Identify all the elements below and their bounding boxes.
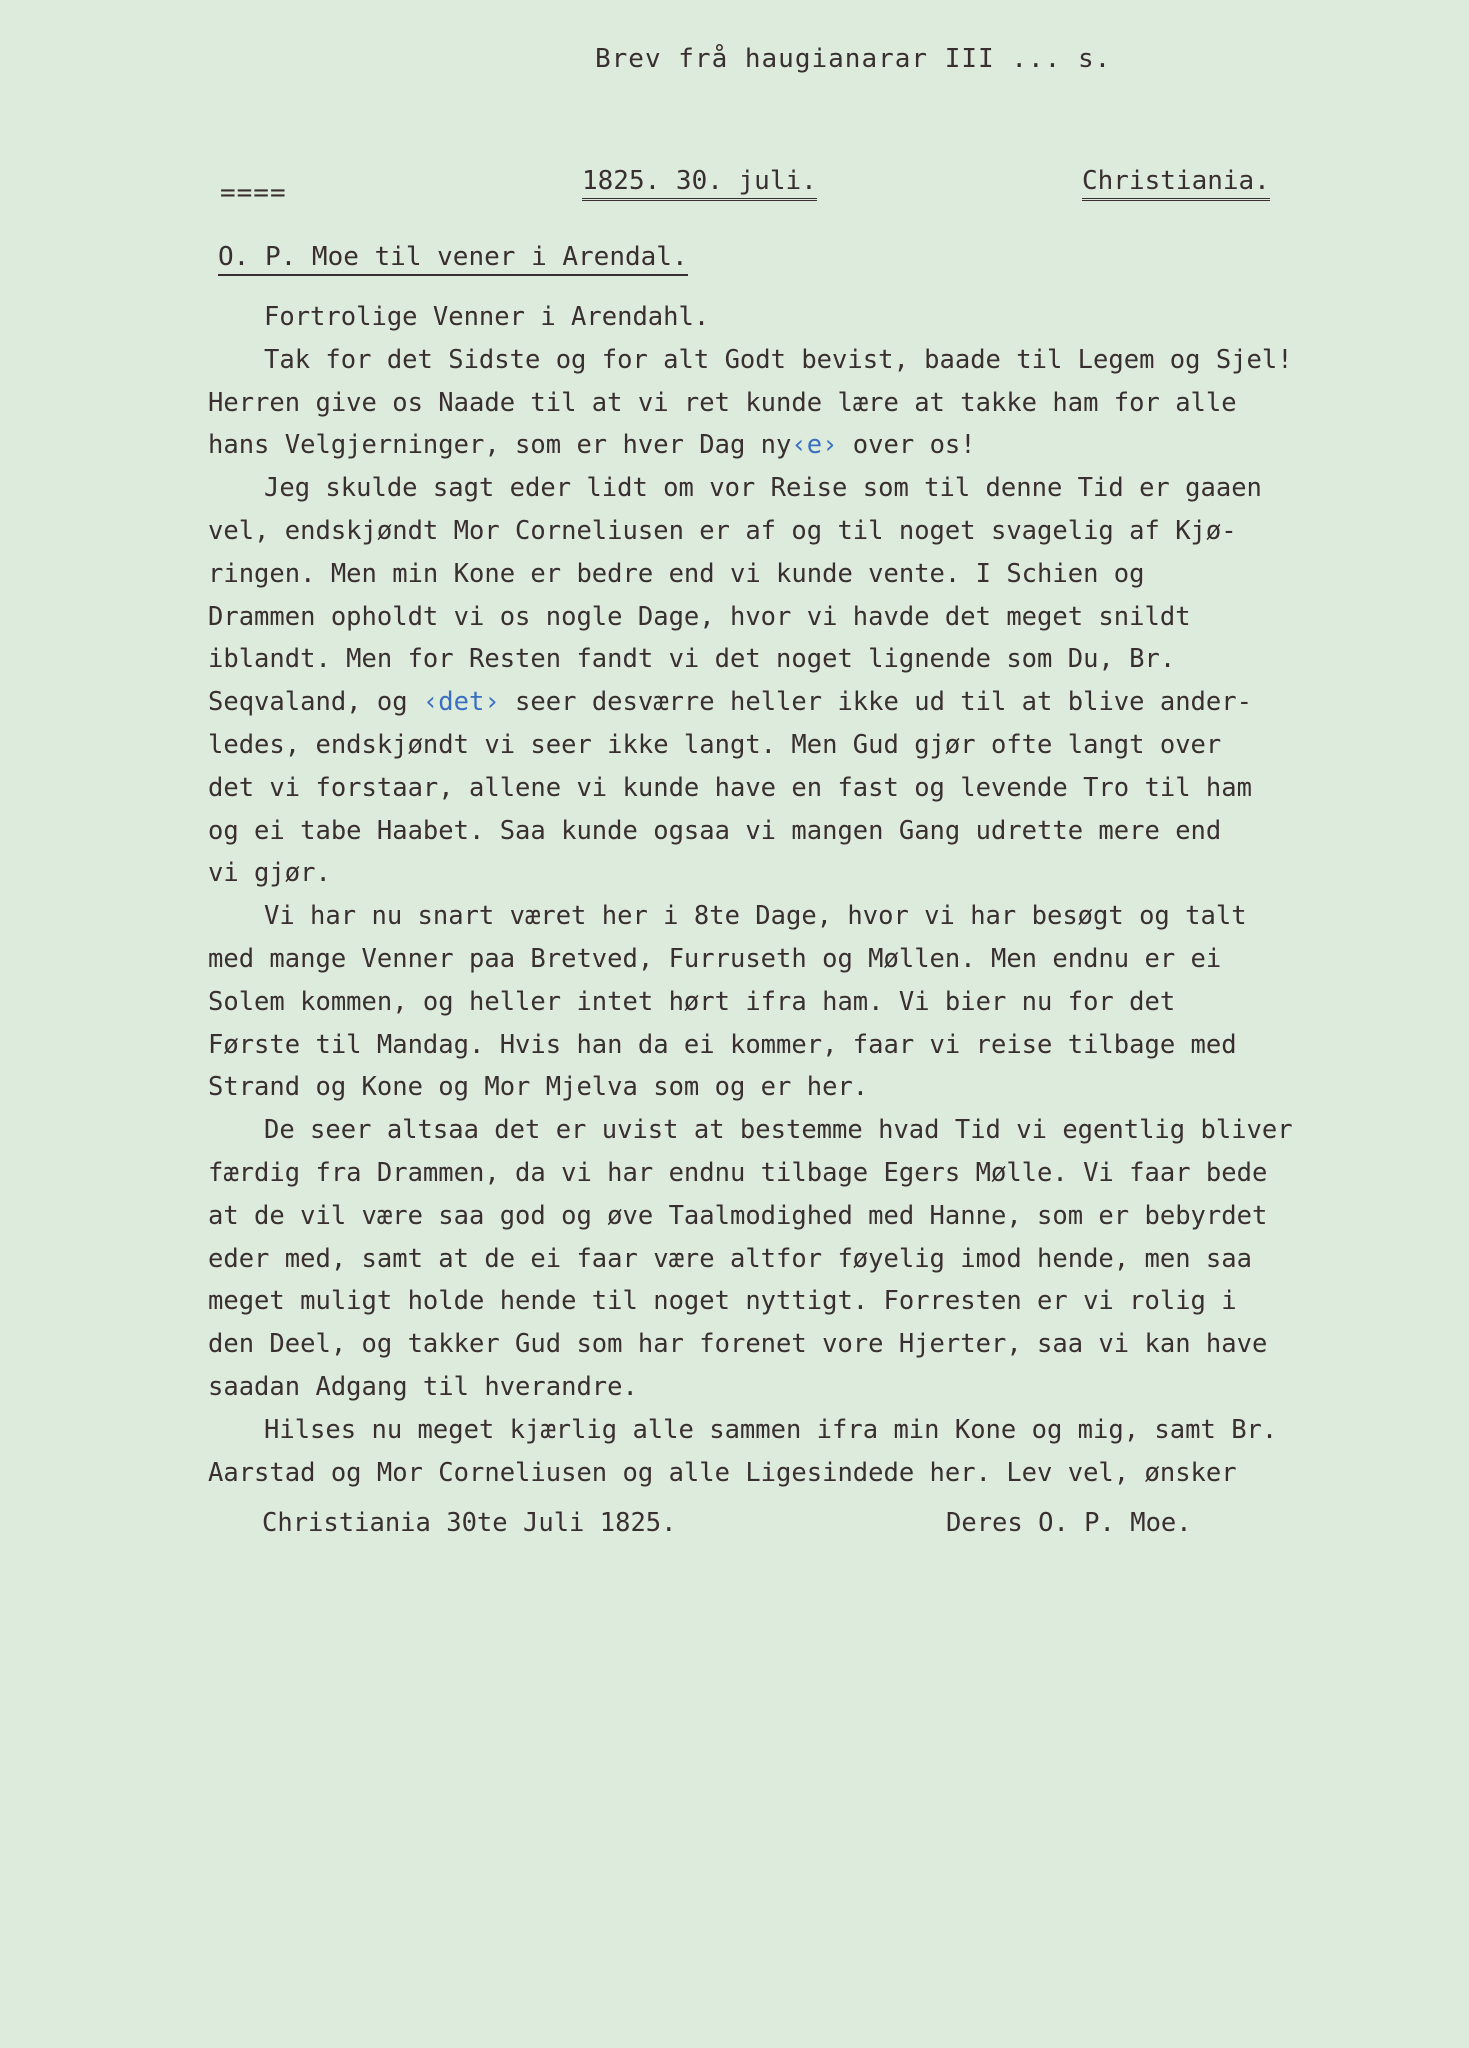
letter-closing — [262, 1508, 1262, 1538]
body-line: Strand og Kone og Mor Mjelva som og er her. — [208, 1072, 869, 1103]
body-line: den Deel, og takker Gud som har forenet vore Hjerter, saa vi kan have — [208, 1329, 1268, 1360]
body-line-text: hans Velgjerninger, som er hver Dag ny — [208, 430, 792, 461]
body-line: Tak for det Sidste og for alt Godt bevist, baade til Legem og Sjel! — [264, 344, 1293, 375]
letter-date: 1825. 30. juli. — [582, 166, 817, 201]
body-line: færdig fra Drammen, da vi har endnu tilbage Egers Mølle. Vi faar bede — [208, 1157, 1268, 1188]
letter-place: Christiania. — [1082, 166, 1270, 201]
document-header: Brev frå haugianarar III ... s. — [595, 44, 1112, 74]
editorial-insertion: ‹det› — [422, 687, 500, 718]
dateline-marker: ==== — [220, 178, 287, 208]
body-line: med mange Venner paa Bretved, Furruseth og Møllen. Men endnu er ei — [208, 943, 1222, 974]
body-line: Jeg skulde sagt eder lidt om vor Reise som til denne Tid er gaaen — [264, 473, 1262, 504]
body-line: at de vil være saa god og øve Taalmodighed med Hanne, som er bebyrdet — [208, 1200, 1268, 1231]
closing-place-date: Christiania 30te Juli 1825. — [262, 1508, 677, 1538]
body-line-text: seer desværre heller ikke ud til at blive ander- — [499, 687, 1252, 718]
body-line: Herren give os Naade til at vi ret kunde lære at takke ham for alle — [208, 387, 1237, 418]
body-line-text: Seqvaland, og — [208, 687, 423, 718]
body-line: og ei tabe Haabet. Saa kunde ogsaa vi mangen Gang udrette mere end — [208, 815, 1222, 846]
letter-body — [208, 296, 1438, 1494]
body-line: iblandt. Men for Resten fandt vi det noget lignende som Du, Br. — [208, 644, 1176, 675]
body-line: Drammen opholdt vi os nogle Dage, hvor vi havde det meget snildt — [208, 601, 1191, 632]
body-line: ledes, endskjøndt vi seer ikke langt. Men Gud gjør ofte langt over — [208, 729, 1222, 760]
body-line: det vi forstaar, allene vi kunde have en fast og levende Tro til ham — [208, 772, 1252, 803]
editorial-insertion: ‹e› — [791, 430, 838, 461]
dateline — [220, 166, 1280, 206]
body-line: saadan Adgang til hverandre. — [208, 1371, 638, 1402]
body-line: meget muligt holde hende til noget nyttigt. Forresten er vi rolig i — [208, 1286, 1237, 1317]
body-line: Vi har nu snart været her i 8te Dage, hvor vi har besøgt og talt — [264, 901, 1247, 932]
signature: Deres O. P. Moe. — [946, 1508, 1192, 1538]
body-line: Hilses nu meget kjærlig alle sammen ifra min Kone og mig, samt Br. — [264, 1414, 1278, 1445]
body-line: vel, endskjøndt Mor Corneliusen er af og til noget svagelig af Kjø- — [208, 515, 1237, 546]
body-line: Solem kommen, og heller intet hørt ifra ham. Vi bier nu for det — [208, 986, 1176, 1017]
body-line — [208, 424, 1438, 467]
body-line — [208, 681, 1438, 724]
salutation: Fortrolige Venner i Arendahl. — [264, 302, 710, 332]
body-line: vi gjør. — [208, 858, 331, 889]
body-line: Første til Mandag. Hvis han da ei kommer, faar vi reise tilbage med — [208, 1029, 1237, 1060]
body-line: Aarstad og Mor Corneliusen og alle Ligesindede her. Lev vel, ønsker — [208, 1457, 1237, 1488]
body-line: eder med, samt at de ei faar være altfor føyelig imod hende, men saa — [208, 1243, 1252, 1274]
body-line-text: over os! — [837, 430, 976, 461]
body-line: ringen. Men min Kone er bedre end vi kunde vente. I Schien og — [208, 558, 1145, 589]
letter-title: O. P. Moe til vener i Arendal. — [218, 242, 688, 276]
body-line: De seer altsaa det er uvist at bestemme hvad Tid vi egentlig bliver — [264, 1115, 1293, 1146]
